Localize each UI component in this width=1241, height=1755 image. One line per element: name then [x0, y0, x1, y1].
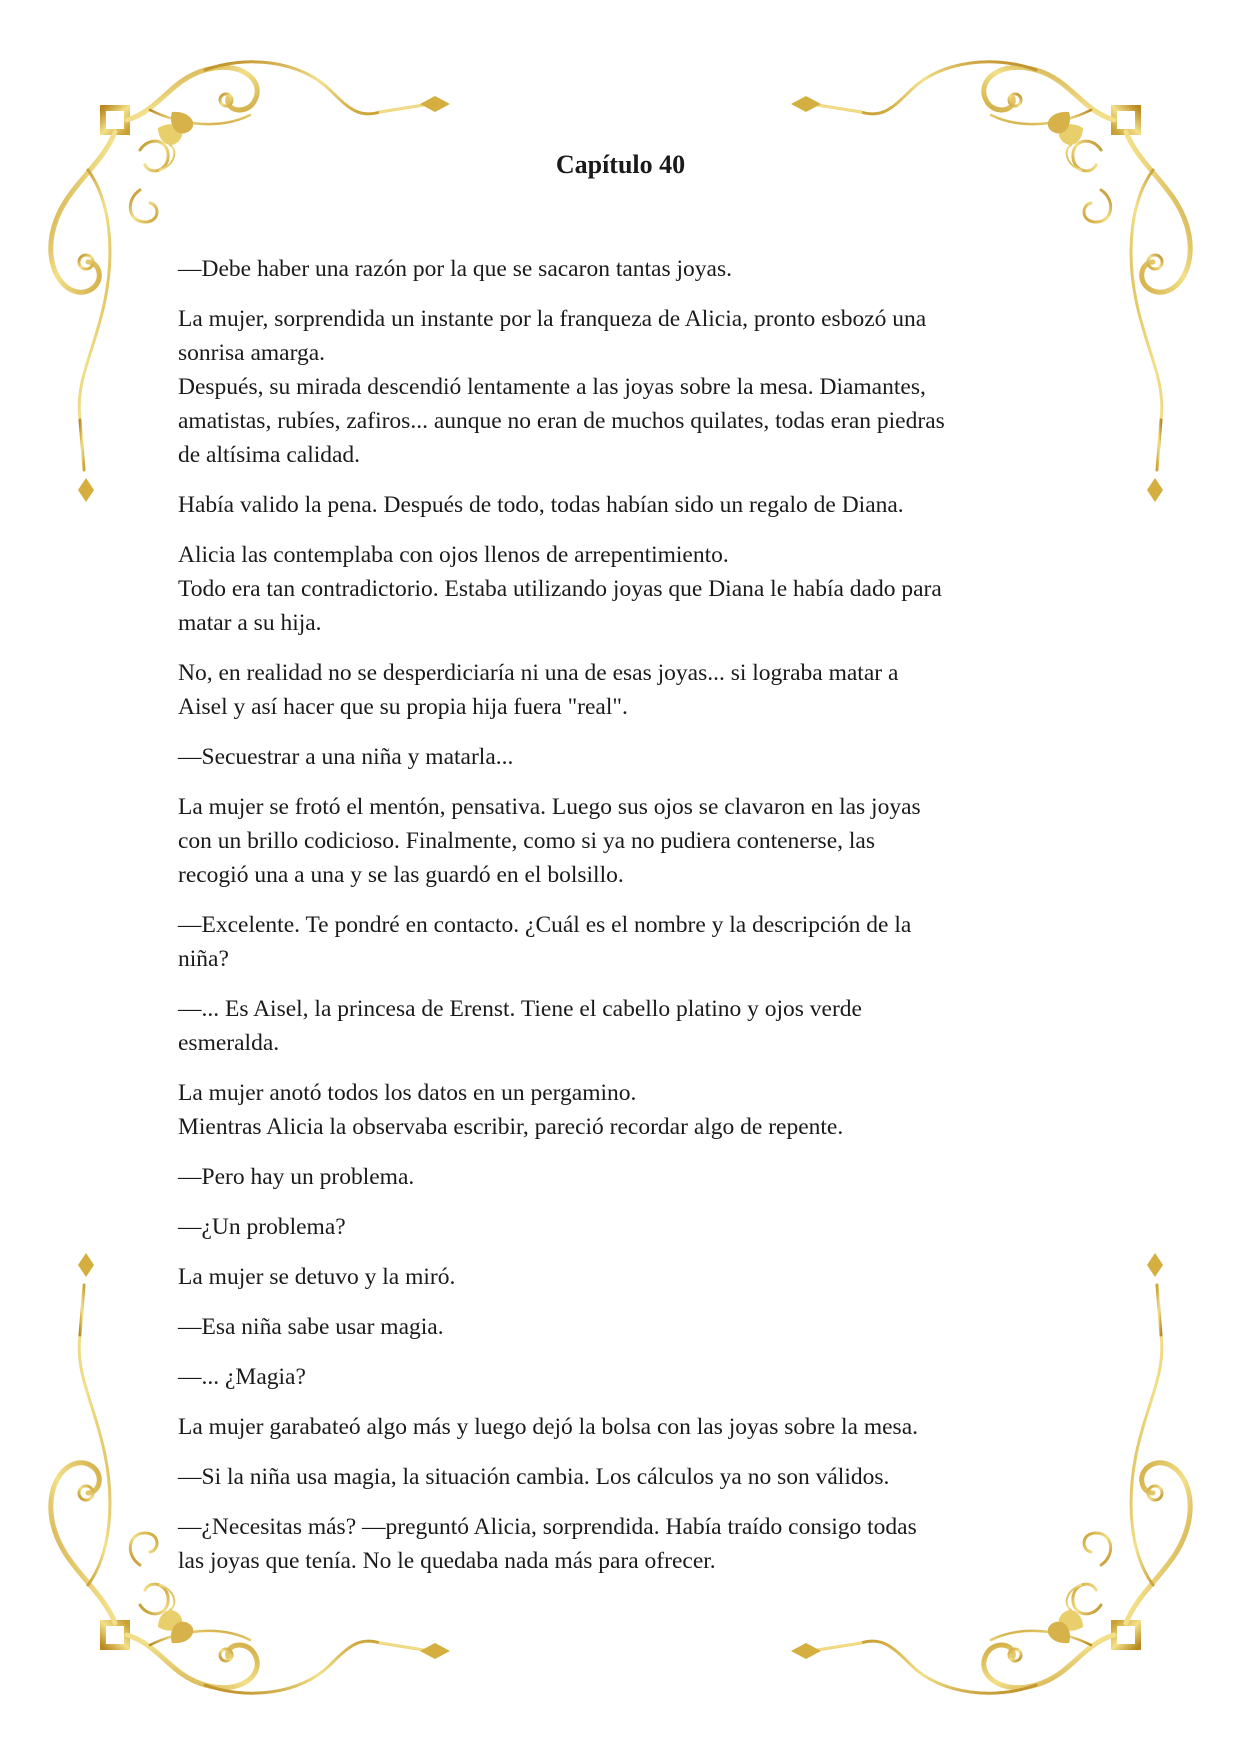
- paragraph: [178, 1160, 1083, 1194]
- paragraph: [178, 656, 1083, 724]
- paragraph: [178, 790, 1083, 892]
- text-line: —Secuestrar a una niña y matarla...: [178, 744, 514, 770]
- text-line: —Si la niña usa magia, la situación cambia. Los cálculos ya no son válidos.: [178, 1464, 890, 1490]
- text-line: —... Es Aisel, la princesa de Erenst. Tiene el cabello platino y ojos verde: [178, 996, 862, 1022]
- text-line: La mujer, sorprendida un instante por la franqueza de Alicia, pronto esbozó una: [178, 306, 927, 332]
- text-line: —Excelente. Te pondré en contacto. ¿Cuál es el nombre y la descripción de la: [178, 912, 912, 938]
- text-line: con un brillo codicioso. Finalmente, como si ya no pudiera contenerse, las: [178, 828, 875, 854]
- text-line: La mujer se detuvo y la miró.: [178, 1264, 456, 1290]
- paragraph: [178, 488, 1083, 522]
- paragraph: [178, 908, 1083, 976]
- paragraph: [178, 1510, 1083, 1578]
- paragraph: [178, 1260, 1083, 1294]
- text-line: —... ¿Magia?: [178, 1364, 306, 1390]
- paragraph: [178, 252, 1083, 286]
- text-line: sonrisa amarga.: [178, 340, 326, 366]
- text-line: La mujer anotó todos los datos en un pergamino.: [178, 1080, 637, 1106]
- text-line: —Pero hay un problema.: [178, 1164, 415, 1190]
- text-line: —Esa niña sabe usar magia.: [178, 1314, 444, 1340]
- text-line: —¿Necesitas más? —preguntó Alicia, sorprendida. Había traído consigo todas: [178, 1514, 917, 1540]
- text-line: —¿Un problema?: [178, 1214, 346, 1240]
- paragraph: [178, 1076, 1083, 1144]
- text-line: esmeralda.: [178, 1030, 280, 1056]
- paragraph: [178, 538, 1083, 640]
- text-line: amatistas, rubíes, zafiros... aunque no eran de muchos quilates, todas eran piedras: [178, 408, 945, 434]
- text-line: La mujer garabateó algo más y luego dejó la bolsa con las joyas sobre la mesa.: [178, 1414, 919, 1440]
- text-line: —Debe haber una razón por la que se sacaron tantas joyas.: [178, 256, 732, 282]
- text-line: Todo era tan contradictorio. Estaba utilizando joyas que Diana le había dado para: [178, 576, 942, 602]
- text-line: recogió una a una y se las guardó en el bolsillo.: [178, 862, 624, 888]
- chapter-body: [178, 252, 1083, 1594]
- text-line: Había valido la pena. Después de todo, todas habían sido un regalo de Diana.: [178, 492, 904, 518]
- text-line: La mujer se frotó el mentón, pensativa. Luego sus ojos se clavaron en las joyas: [178, 794, 921, 820]
- text-line: niña?: [178, 946, 229, 972]
- paragraph: [178, 1210, 1083, 1244]
- paragraph: [178, 1460, 1083, 1494]
- paragraph: [178, 740, 1083, 774]
- text-line: Mientras Alicia la observaba escribir, pareció recordar algo de repente.: [178, 1114, 844, 1140]
- paragraph: [178, 1360, 1083, 1394]
- text-line: Alicia las contemplaba con ojos llenos de arrepentimiento.: [178, 542, 729, 568]
- paragraph: [178, 992, 1083, 1060]
- text-line: Después, su mirada descendió lentamente a las joyas sobre la mesa. Diamantes,: [178, 374, 926, 400]
- text-line: No, en realidad no se desperdiciaría ni una de esas joyas... si lograba matar a: [178, 660, 899, 686]
- text-line: las joyas que tenía. No le quedaba nada más para ofrecer.: [178, 1548, 716, 1574]
- text-line: matar a su hija.: [178, 610, 322, 636]
- text-line: de altísima calidad.: [178, 442, 361, 468]
- paragraph: [178, 1410, 1083, 1444]
- chapter-title: Capítulo 40: [555, 150, 686, 179]
- paragraph: [178, 1310, 1083, 1344]
- paragraph: [178, 302, 1083, 472]
- text-line: Aisel y así hacer que su propia hija fuera "real".: [178, 694, 628, 720]
